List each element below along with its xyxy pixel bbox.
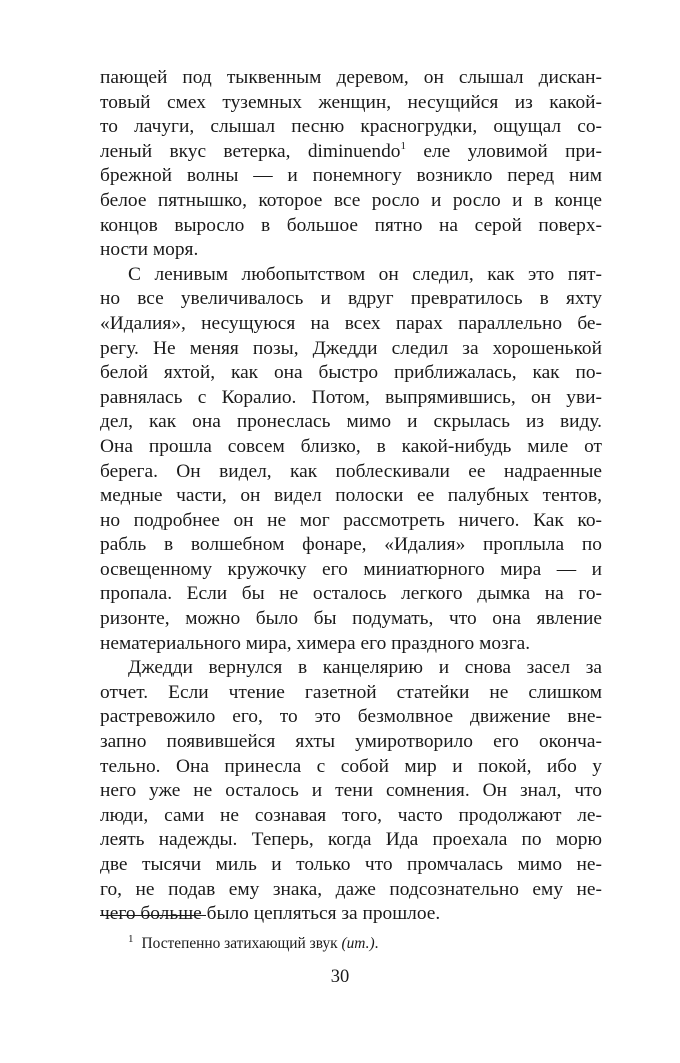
- text-line: две тысячи миль и только что промчалась мимо не-: [100, 854, 602, 875]
- text-line: пающей под тыквенным деревом, он слышал дискан-: [100, 67, 602, 88]
- text-line: рабль в волшебном фонаре, «Идалия» проплыла по: [100, 534, 602, 556]
- footnote-period: .: [374, 935, 379, 952]
- footnote-divider: [100, 915, 206, 916]
- page-body: [100, 66, 602, 927]
- text-line: го, не подав ему знака, даже подсознательно ему не-: [100, 878, 602, 900]
- text-line: С ленивым любопытством он следил, как это пят-: [128, 263, 602, 285]
- text-line: но все увеличивалось и вдруг превратилось в яхту: [100, 288, 602, 310]
- footnote: [128, 929, 378, 954]
- text-line: брежной волны — и понемногу возникло перед ним: [100, 165, 602, 187]
- text-fragment: еле уловимой при-: [405, 140, 602, 162]
- text-line: товый смех туземных женщин, несущийся из какой-: [100, 91, 602, 113]
- text-line: леять надежды. Теперь, когда Ида проехала по морю: [100, 829, 602, 851]
- text-line: пропала. Если бы не осталось легкого дымка на го-: [100, 583, 602, 605]
- text-line: люди, сами не сознавая того, часто продолжают ле-: [100, 804, 602, 826]
- text-line: белой яхтой, как она быстро приближалась, как по-: [100, 362, 602, 384]
- text-line: нематериального мира, химера его праздного мозга.: [100, 632, 531, 654]
- paragraph-1: [100, 66, 602, 263]
- footnote-reference: 1: [400, 139, 406, 152]
- text-line: него уже не осталось и тени сомнения. Он знал, что: [100, 780, 602, 802]
- text-line-with-footnote-mark: [100, 140, 602, 165]
- text-line: то лачуги, слышал песню красногрудки, ощущал со-: [100, 116, 602, 138]
- text-fragment: леный вкус ветерка, diminuendo: [100, 140, 401, 162]
- text-line: тельно. Она принесла с собой мир и покой, ибо у: [100, 755, 602, 777]
- footnote-language-abbr: (ит.): [341, 935, 375, 952]
- paragraph-2: [100, 263, 602, 657]
- text-line: дел, как она пронеслась мимо и скрылась из виду.: [100, 411, 602, 433]
- text-line: отчет. Если чтение газетной статейки не слишком: [100, 681, 602, 703]
- page-number: 30: [330, 967, 350, 987]
- text-line: медные части, он видел полоски ее палубных тентов,: [100, 485, 602, 507]
- footnote-text: Постепенно затихающий звук: [141, 935, 342, 952]
- text-line: но подробнее он не мог рассмотреть ничего. Как ко-: [100, 509, 602, 531]
- text-line: ризонте, можно было бы подумать, что она явление: [100, 608, 602, 630]
- text-line: освещенному кружочку его миниатюрного мира — и: [100, 558, 602, 580]
- text-line: ности моря.: [100, 239, 199, 261]
- text-line: Она прошла совсем близко, в какой-нибудь миле от: [100, 435, 602, 457]
- text-line: растревожило его, то это безмолвное движение вне-: [100, 706, 602, 728]
- text-line: «Идалия», несущуюся на всех парах параллельно бе-: [100, 312, 602, 334]
- text-line: регу. Не меняя позы, Джедди следил за хорошенькой: [100, 337, 602, 359]
- text-line: Джедди вернулся в канцелярию и снова засел за: [128, 657, 602, 679]
- text-line: берега. Он видел, как поблескивали ее надраенные: [100, 460, 602, 482]
- text-line: белое пятнышко, которое все росло и росло и в конце: [100, 189, 602, 211]
- paragraph-3: [100, 656, 602, 927]
- text-line: концов выросло в большое пятно на серой поверх-: [100, 214, 602, 236]
- text-line: запно появившейся яхты умиротворило его оконча-: [100, 731, 602, 753]
- footnote-mark: 1: [128, 933, 134, 945]
- text-line: чего больше было цепляться за прошлое.: [100, 903, 441, 925]
- text-line: равнялась с Коралио. Потом, выпрямившись, он уви-: [100, 386, 602, 408]
